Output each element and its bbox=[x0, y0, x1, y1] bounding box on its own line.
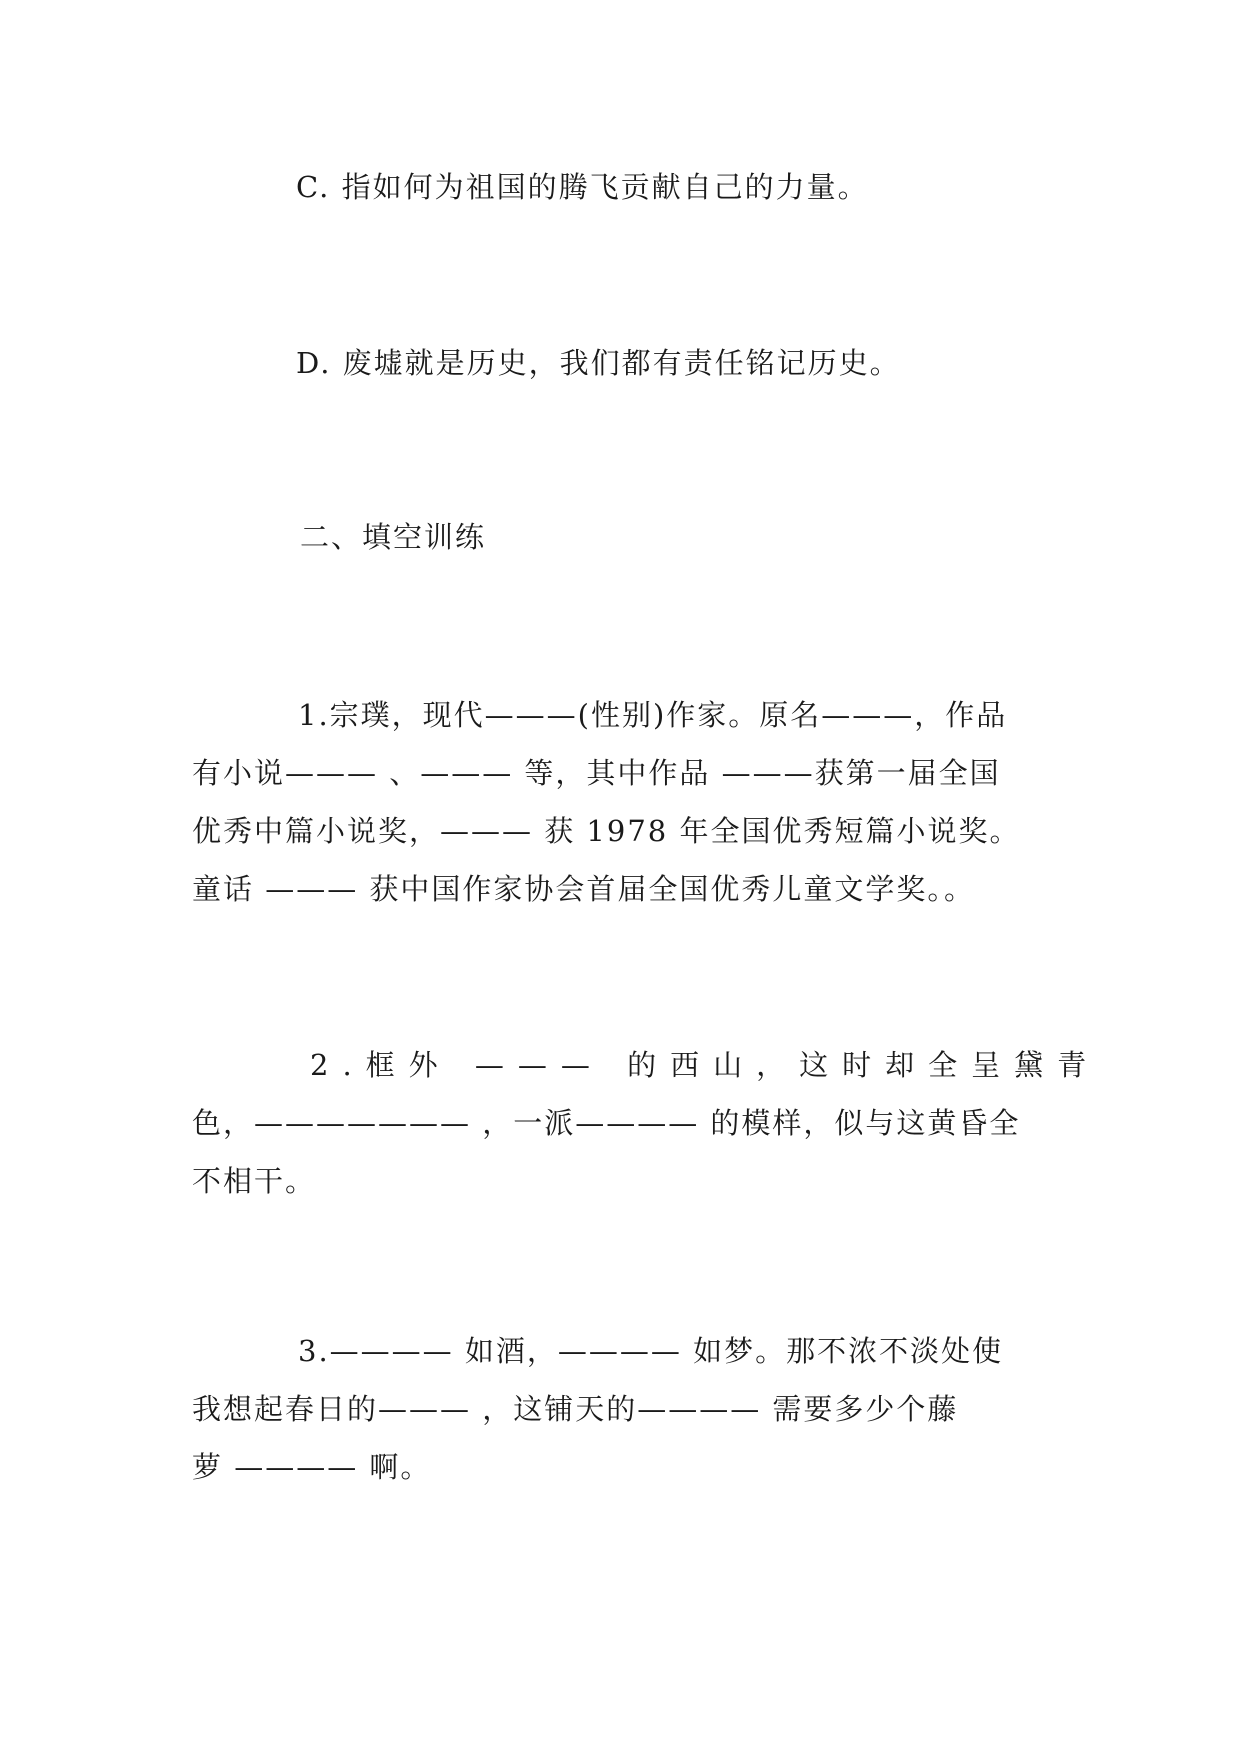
question-2-line: 不相干。 bbox=[192, 1164, 317, 1198]
question-3-line: 3.———— 如酒，———— 如梦。那不浓不淡处使 bbox=[298, 1334, 1004, 1368]
option-d: D. 废墟就是历史，我们都有责任铭记历史。 bbox=[296, 346, 901, 380]
question-3-line: 萝 ———— 啊。 bbox=[192, 1450, 432, 1484]
question-3 bbox=[192, 1322, 1082, 1496]
question-1-line: 1.宗璞，现代———(性别)作家。原名———，作品 bbox=[298, 698, 1008, 732]
question-1-line: 有小说——— 、——— 等，其中作品 ———获第一届全国 bbox=[192, 756, 1001, 790]
option-c: C. 指如何为祖国的腾飞贡献自己的力量。 bbox=[296, 170, 869, 204]
question-3-line: 我想起春日的——— ，这铺天的———— 需要多少个藤 bbox=[192, 1392, 959, 1426]
question-2-line: 2.框外 ——— 的西山，这时却全呈黛青 bbox=[310, 1048, 1101, 1082]
question-1 bbox=[192, 686, 1082, 918]
question-1-line: 优秀中篇小说奖，——— 获 1978 年全国优秀短篇小说奖。 bbox=[192, 814, 1021, 848]
section-title: 二、填空训练 bbox=[300, 520, 487, 554]
question-2-line: 色，——————— ，一派———— 的模样，似与这黄昏全 bbox=[192, 1106, 1021, 1140]
question-1-line: 童话 ——— 获中国作家协会首届全国优秀儿童文学奖。。 bbox=[192, 872, 975, 906]
question-2 bbox=[192, 1036, 1101, 1210]
